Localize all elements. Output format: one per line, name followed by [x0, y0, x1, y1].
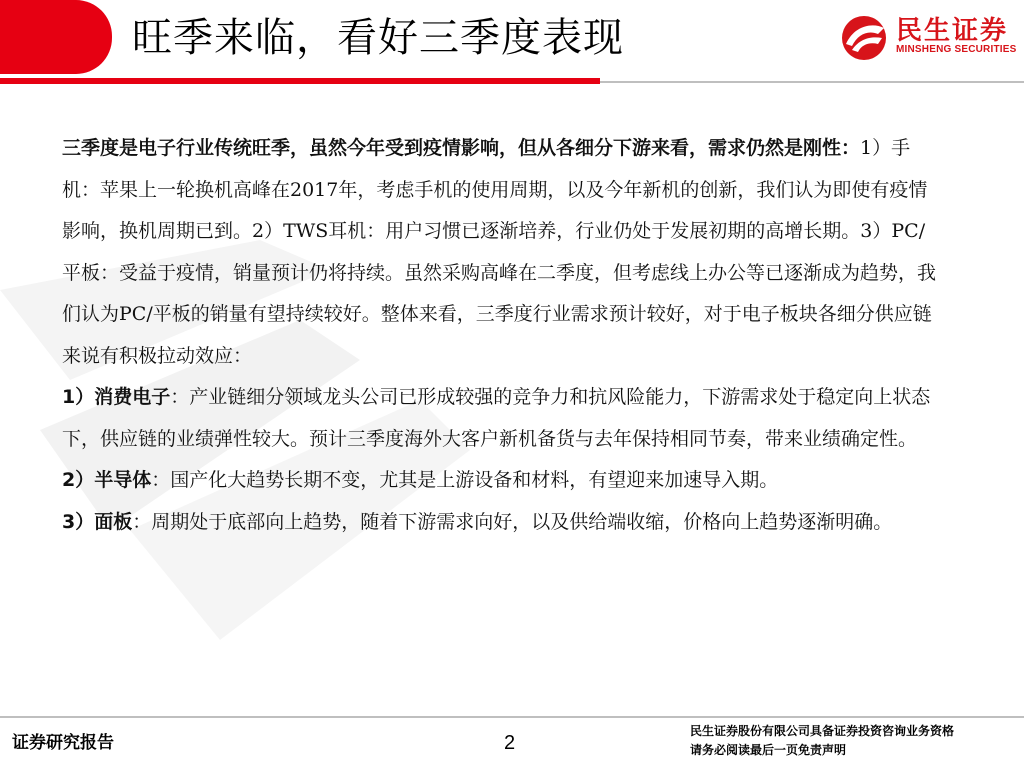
report-type-label: 证券研究报告 — [12, 733, 114, 753]
semiconductor-heading: 2）半导体 — [62, 469, 152, 491]
disclaimer-line-2: 请务必阅读最后一页免责声明 — [690, 743, 847, 757]
paragraph-consumer-electronics — [62, 377, 942, 460]
header-red-rule — [0, 78, 600, 84]
footer-rule — [0, 716, 1024, 718]
logo-chinese-name: 民生证券 — [896, 16, 1009, 46]
paragraph-panel — [62, 502, 942, 544]
semiconductor-text: ：国产化大趋势长期不变，尤其是上游设备和材料，有望迎来加速导入期。 — [151, 469, 779, 491]
consumer-electronics-heading: 1）消费电子 — [62, 386, 171, 408]
intro-lead: 三季度是电子行业传统旺季，虽然今年受到疫情影响，但从各细分下游来看，需求仍然是刚性： — [62, 137, 861, 159]
paragraph-semiconductor — [62, 460, 942, 502]
intro-text: 1）手机：苹果上一轮换机高峰在2017年，考虑手机的使用周期，以及今年新机的创新，我们认为即使有疫情影响，换机周期已到。2）TWS耳机：用户习惯已逐渐培养，行业仍处于发展初期的高增长期。3）PC/平板：受益于疫情，销量预计仍将持续。虽然采购高峰在二季度，但考虑线上办公等已逐渐成为趋势，我们认为PC/平板的销量有望持续较好。整体来看，三季度行业需求预计较好，对于电子板块各细分供应链来说有积极拉动效应： — [62, 137, 937, 367]
panel-text: ：周期处于底部向上趋势，随着下游需求向好，以及供给端收缩，价格向上趋势逐渐明确。 — [132, 510, 893, 533]
page-title: 旺季来临，看好三季度表现 — [132, 15, 624, 61]
body-text — [62, 128, 942, 543]
panel-heading: 3）面板 — [62, 510, 133, 533]
header-accent-tab — [0, 0, 112, 74]
consumer-electronics-text: ：产业链细分领域龙头公司已形成较强的竞争力和抗风险能力，下游需求处于稳定向上状态下，供应链的业绩弹性较大。预计三季度海外大客户新机备货与去年保持相同节奏，带来业绩确定性。 — [62, 386, 931, 450]
company-logo — [838, 10, 1024, 66]
paragraph-intro — [62, 128, 942, 377]
header-gray-rule — [600, 81, 1024, 83]
logo-english-name: MINSHENG SECURITIES — [896, 44, 1017, 55]
disclaimer-line-1: 民生证券股份有限公司具备证券投资咨询业务资格 — [690, 724, 955, 738]
minsheng-logo-icon — [838, 14, 890, 62]
page-number: 2 — [504, 732, 516, 754]
disclaimer — [690, 722, 1024, 760]
